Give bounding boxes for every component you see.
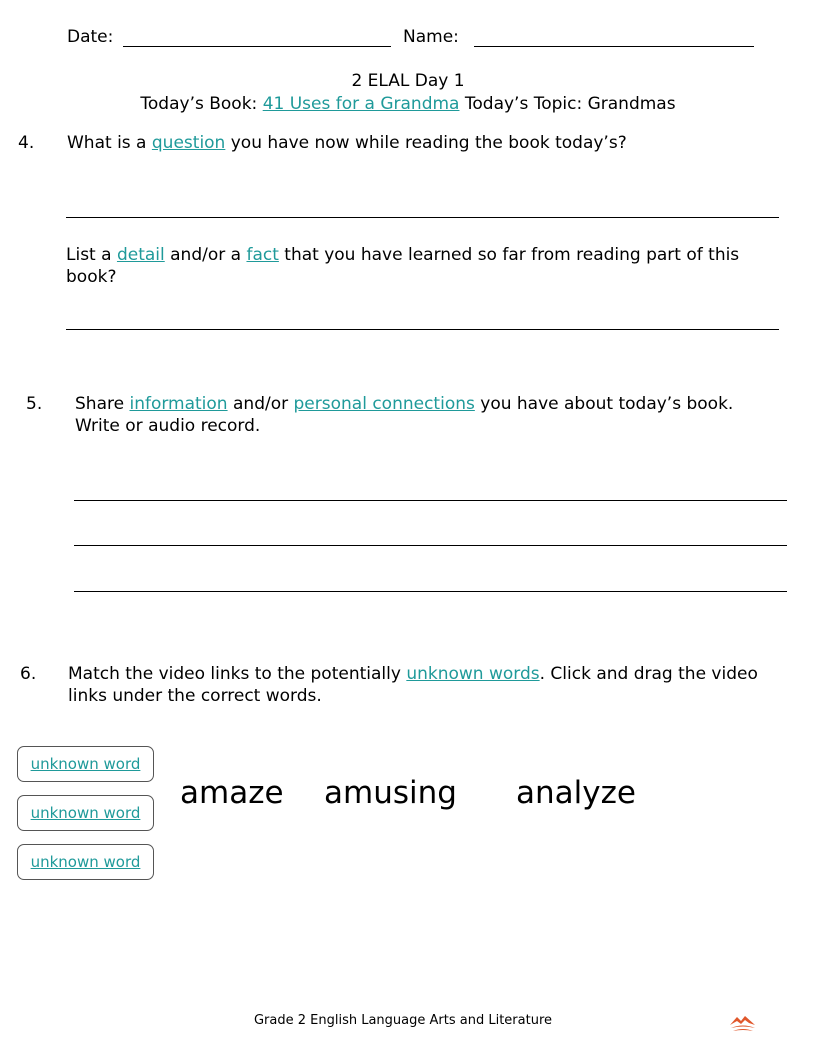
q4-answer-line-1[interactable] <box>66 217 779 218</box>
q4-detail-prompt-cont: book? <box>66 267 117 287</box>
q5-answer-line-3[interactable] <box>74 591 787 592</box>
date-field-row <box>67 27 391 47</box>
date-input-line[interactable] <box>123 30 391 47</box>
date-label: Date: <box>67 27 114 47</box>
topic-text: Today’s Topic: Grandmas <box>464 94 676 114</box>
q6-number: 6. <box>20 664 37 684</box>
question-link[interactable]: question <box>151 133 226 153</box>
book-topic-line <box>0 94 816 114</box>
video-link-2[interactable]: unknown word <box>30 804 141 822</box>
q5-text-b: you have about today’s book. <box>474 394 734 414</box>
name-label: Name: <box>403 27 459 47</box>
mountain-logo-icon <box>728 1013 758 1033</box>
fact-link[interactable]: fact <box>246 245 279 265</box>
q5-prompt <box>75 394 733 414</box>
q4-number: 4. <box>18 133 35 153</box>
q5-answer-line-2[interactable] <box>74 545 787 546</box>
video-link-1[interactable]: unknown word <box>30 755 141 773</box>
unknown-words-link[interactable]: unknown words <box>406 664 540 684</box>
q4-detail-text-b: that you have learned so far from reading part of this <box>278 245 740 265</box>
day-title: 2 ELAL Day 1 <box>351 71 465 91</box>
video-link-box-2[interactable] <box>17 795 154 831</box>
footer-text: Grade 2 English Language Arts and Literature <box>253 1013 553 1028</box>
information-link[interactable]: information <box>129 394 228 414</box>
q5-text-a: Share <box>75 394 130 414</box>
q4-text-a: What is a <box>67 133 152 153</box>
book-prefix: Today’s Book: <box>140 94 258 114</box>
q4-detail-prompt <box>66 245 739 265</box>
q4-detail-text-mid: and/or a <box>164 245 247 265</box>
q5-text-mid: and/or <box>227 394 294 414</box>
q5-number: 5. <box>26 394 43 414</box>
q5-answer-line-1[interactable] <box>74 500 787 501</box>
vocab-word-amusing: amusing <box>324 775 457 811</box>
q6-prompt <box>68 664 758 684</box>
q5-prompt-cont: Write or audio record. <box>75 416 261 436</box>
q4-prompt <box>67 133 627 153</box>
name-input-line[interactable] <box>474 30 754 47</box>
q6-text-b: . Click and drag the video <box>539 664 758 684</box>
video-link-box-3[interactable] <box>17 844 154 880</box>
video-link-3[interactable]: unknown word <box>30 853 141 871</box>
q6-text-a: Match the video links to the potentially <box>68 664 407 684</box>
name-field-row <box>403 27 754 47</box>
detail-link[interactable]: detail <box>116 245 165 265</box>
vocab-word-analyze: analyze <box>516 775 636 811</box>
q6-prompt-cont: links under the correct words. <box>68 686 322 706</box>
personal-connections-link[interactable]: personal connections <box>293 394 475 414</box>
q4-detail-text-a: List a <box>66 245 117 265</box>
vocab-word-amaze: amaze <box>180 775 284 811</box>
book-title-link[interactable]: 41 Uses for a Grandma <box>262 94 460 114</box>
q4-answer-line-2[interactable] <box>66 329 779 330</box>
video-link-box-1[interactable] <box>17 746 154 782</box>
q4-text-b: you have now while reading the book today’s? <box>225 133 627 153</box>
